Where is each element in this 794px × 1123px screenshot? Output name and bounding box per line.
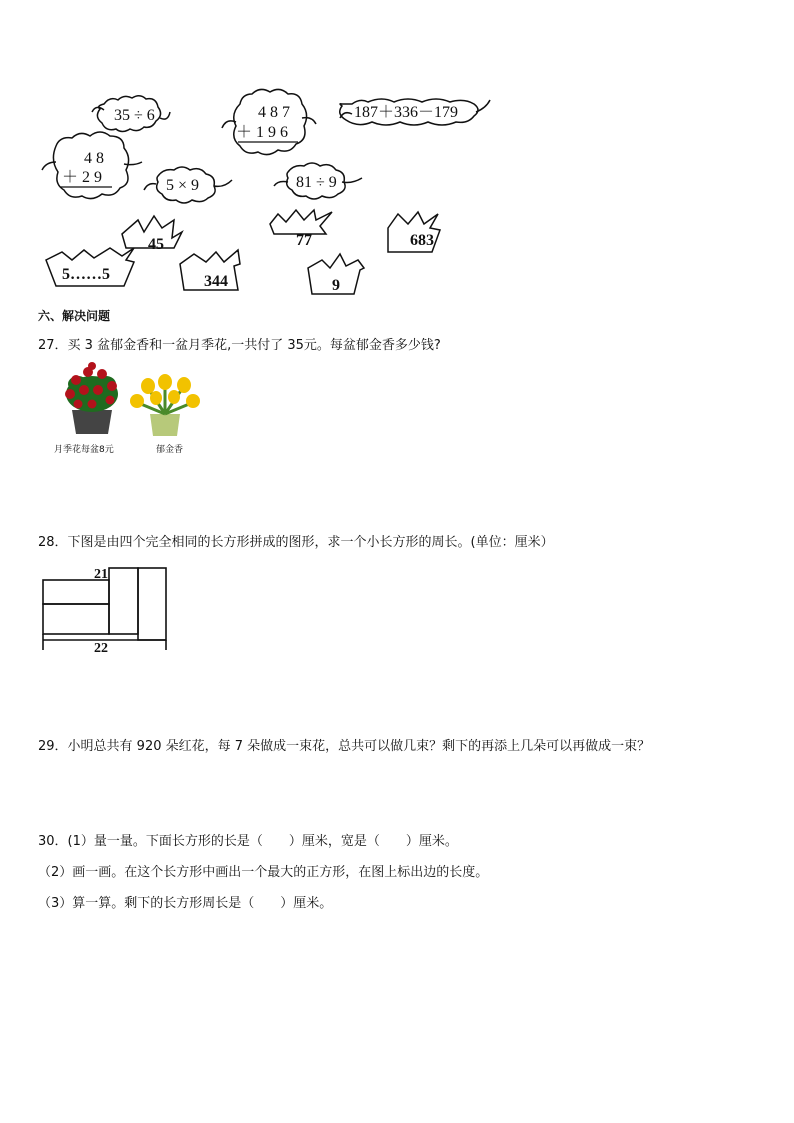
question-30-part3: （3）算一算。剩下的长方形周长是（ ）厘米。 (38, 896, 333, 911)
question-29: 29．小明总共有 920 朵红花，每 7 朵做成一束花，总共可以做几束？剩下的再添上几朵可以再做成一束？ (38, 739, 651, 754)
crown-number: 683 (410, 232, 434, 249)
rectangles-figure (38, 562, 172, 654)
cloud-text: ＋ 1 9 6 (236, 124, 289, 141)
cloud-text: 5 × 9 (166, 177, 200, 194)
label-22: 22 (94, 641, 108, 654)
rose-pot-image (58, 360, 126, 436)
question-28: 28．下图是由四个完全相同的长方形拼成的图形，求一个小长方形的周长。(单位：厘米） (38, 535, 554, 550)
cloud-text: 81 ÷ 9 (296, 174, 337, 191)
section-title: 六、解决问题 (38, 309, 111, 323)
rose-caption: 月季花每盆8元 (54, 445, 114, 455)
cloud-text: ＋ 2 9 (62, 169, 103, 186)
crown-number: 77 (296, 232, 312, 249)
cloud-text: 4 8 7 (258, 104, 290, 121)
crown-shape (270, 210, 332, 234)
crown-number: 5……5 (62, 266, 110, 283)
question-30-part1: 30．(1）量一量。下面长方形的长是（ ）厘米，宽是（ ）厘米。 (38, 834, 458, 849)
tulip-pot-image (128, 374, 202, 436)
cloud-text: 4 8 (84, 150, 104, 167)
cloud-shape (234, 89, 307, 154)
cloud-text: 35 ÷ 6 (114, 107, 155, 124)
label-21: 21 (94, 567, 108, 582)
crown-number: 45 (148, 236, 164, 253)
crown-number: 344 (204, 273, 228, 290)
question-27: 27．买 3 盆郁金香和一盆月季花,一共付了 35元。每盆郁金香多少钱? (38, 338, 441, 353)
matching-figure (0, 0, 794, 300)
crown-number: 9 (332, 277, 340, 294)
cloud-text: 187＋336－179 (354, 104, 459, 121)
tulip-caption: 郁金香 (156, 445, 184, 455)
question-30-part2: （2）画一画。在这个长方形中画出一个最大的正方形，在图上标出边的长度。 (38, 865, 489, 880)
